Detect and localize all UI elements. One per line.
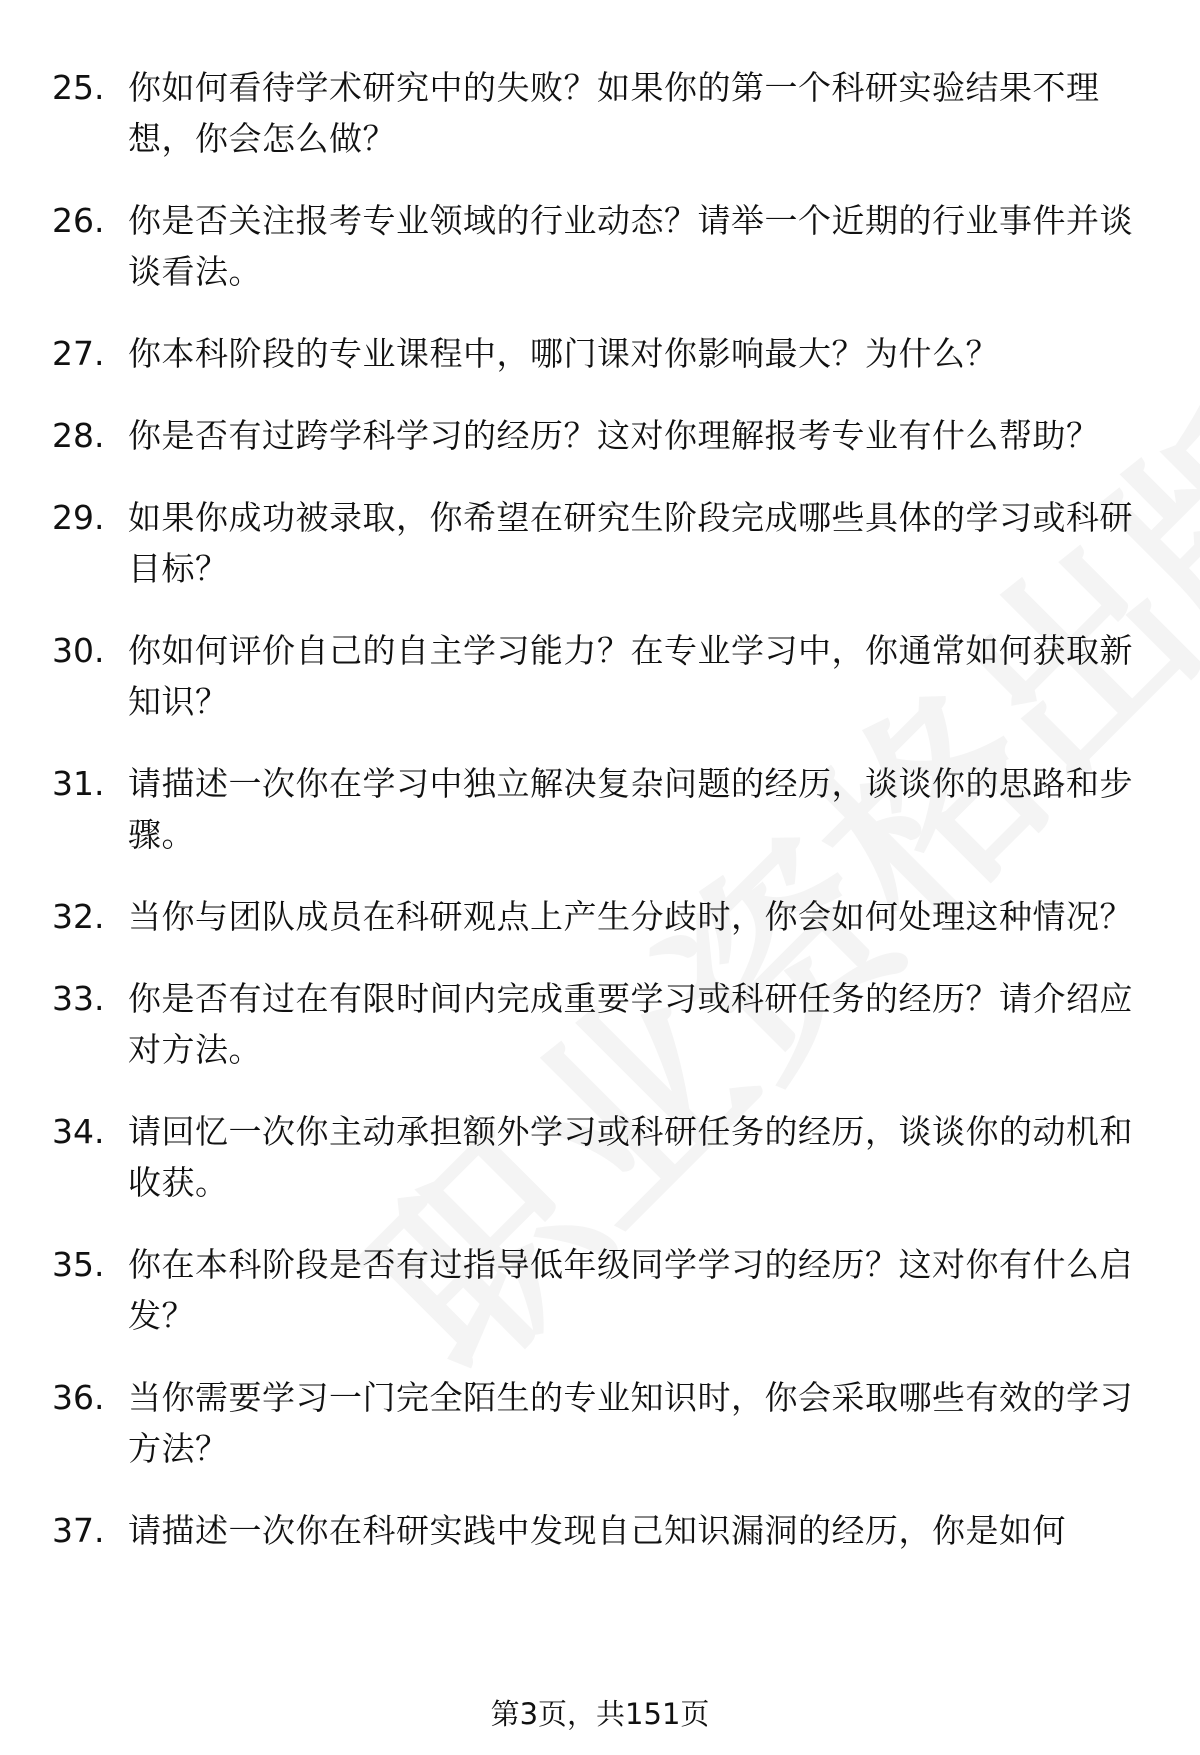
question-number: 37. [52, 1511, 105, 1550]
question-number: 35. [52, 1245, 105, 1284]
question-text: 你如何评价自己的自主学习能力？在专业学习中，你通常如何获取新知识？ [128, 631, 1133, 721]
question-item [52, 973, 1142, 1075]
question-text: 请描述一次你在学习中独立解决复杂问题的经历，谈谈你的思路和步骤。 [128, 764, 1133, 854]
question-number: 28. [52, 416, 105, 455]
question-item [52, 625, 1142, 727]
question-item [52, 1239, 1142, 1341]
question-item [52, 1505, 1142, 1556]
question-item [52, 492, 1142, 594]
question-number: 26. [52, 201, 105, 240]
question-text: 如果你成功被录取，你希望在研究生阶段完成哪些具体的学习或科研目标？ [128, 498, 1133, 588]
question-number: 33. [52, 979, 105, 1018]
question-number: 29. [52, 498, 105, 537]
question-text: 当你需要学习一门完全陌生的专业知识时，你会采取哪些有效的学习方法？ [128, 1378, 1133, 1468]
question-item [52, 410, 1142, 461]
question-text: 当你与团队成员在科研观点上产生分歧时，你会如何处理这种情况？ [128, 897, 1133, 936]
question-text: 你是否有过在有限时间内完成重要学习或科研任务的经历？请介绍应对方法。 [128, 979, 1133, 1069]
question-text: 你如何看待学术研究中的失败？如果你的第一个科研实验结果不理想，你会怎么做？ [128, 68, 1100, 158]
question-text: 你是否有过跨学科学习的经历？这对你理解报考专业有什么帮助？ [128, 416, 1100, 455]
question-text: 请描述一次你在科研实践中发现自己知识漏洞的经历，你是如何 [128, 1511, 1066, 1550]
question-text: 你在本科阶段是否有过指导低年级同学学习的经历？这对你有什么启发？ [128, 1245, 1133, 1335]
question-number: 25. [52, 68, 105, 107]
question-item [52, 758, 1142, 860]
page-footer: 第3页，共151页 [490, 1697, 710, 1731]
question-list [52, 62, 1142, 1587]
question-item [52, 891, 1142, 942]
question-item [52, 1106, 1142, 1208]
question-text: 你是否关注报考专业领域的行业动态？请举一个近期的行业事件并谈谈看法。 [128, 201, 1133, 291]
question-number: 36. [52, 1378, 105, 1417]
question-number: 30. [52, 631, 105, 670]
question-item [52, 1372, 1142, 1474]
question-item [52, 328, 1142, 379]
question-item [52, 62, 1142, 164]
question-number: 32. [52, 897, 105, 936]
question-text: 请回忆一次你主动承担额外学习或科研任务的经历，谈谈你的动机和收获。 [128, 1112, 1133, 1202]
question-number: 34. [52, 1112, 105, 1151]
question-item [52, 195, 1142, 297]
question-text: 你本科阶段的专业课程中，哪门课对你影响最大？为什么？ [128, 334, 999, 373]
question-number: 27. [52, 334, 105, 373]
question-number: 31. [52, 764, 105, 803]
